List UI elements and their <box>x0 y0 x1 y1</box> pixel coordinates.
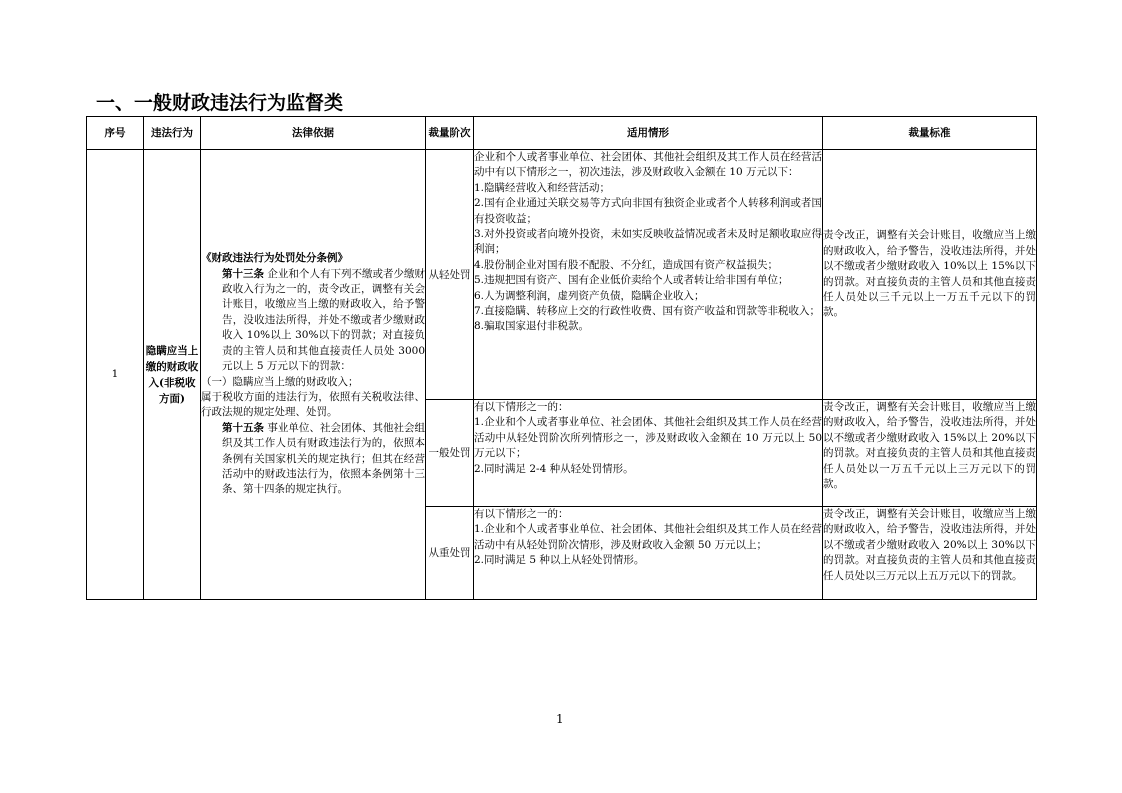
page-number: 1 <box>556 712 564 726</box>
condition-line: 2.国有企业通过关联交易等方式向非国有独资企业或者个人转移利润或者国有投资收益； <box>474 197 822 225</box>
header-violation: 违法行为 <box>144 117 201 150</box>
article-13-text: 企业和个人有下列不缴或者少缴财政收入行为之一的，责令改正，调整有关会计账目，收缴应当上缴的财政收入，给予警告，没收违法所得，并处不缴或者少缴财政收入 10%以上 30%以下的罚款；对直接负责的主管人员和其他直接责任人员处 3000 元以上 5 万元以下的罚款： <box>222 267 426 373</box>
header-level: 裁量阶次 <box>426 117 474 150</box>
standard-heavy: 责令改正，调整有关会计账目，收缴应当上缴的财政收入，给予警告，没收违法所得，并处以不缴或者少缴财政收入 20%以上 30%以下的罚款。对直接负责的主管人员和其他直接责任人员处以三万元以上五万元以下的罚款。 <box>823 507 1037 600</box>
tax-note: 属于税收方面的违法行为，依照有关税收法律、行政法规的规定处理、处罚。 <box>201 390 425 419</box>
table-header-row <box>87 117 1037 150</box>
header-basis: 法律依据 <box>201 117 426 150</box>
condition-line: 1.隐瞒经营收入和经营活动； <box>474 181 611 194</box>
condition-heavy <box>474 507 823 600</box>
regulation-title: 《财政违法行为处罚处分条例》 <box>201 252 348 265</box>
legal-basis-cell <box>201 150 426 600</box>
condition-normal <box>474 400 823 507</box>
condition-line: 8.骗取国家退付非税款。 <box>474 320 590 333</box>
article-13-label: 第十三条 <box>222 267 265 280</box>
article-15-text: 事业单位、社会团体、其他社会组织及其工作人员有财政违法行为的，依照本条例有关国家机关的规定执行；但其在经营活动中的财政违法行为，依照本条例第十三条、第十四条的规定执行。 <box>222 421 426 496</box>
standard-light: 责令改正，调整有关会计账目，收缴应当上缴的财政收入，给予警告，没收违法所得，并处以不缴或者少缴财政收入 10%以上 15%以下的罚款。对直接负责的主管人员和其他直接责任人员处以三千元以上一万五千元以下的罚款。 <box>823 150 1037 400</box>
condition-line: 7.直接隐瞒、转移应上交的行政性收费、国有资产收益和罚款等非税收入； <box>474 305 821 318</box>
level-heavy: 从重处罚 <box>426 507 474 600</box>
condition-line: 1.企业和个人或者事业单位、社会团体、其他社会组织及其工作人员在经营活动中有从轻处罚阶次情形，涉及财政收入金额 50 万元以上； <box>474 523 822 551</box>
row-violation: 隐瞒应当上缴的财政收入(非税收方面) <box>144 150 201 600</box>
table-row <box>87 150 1037 400</box>
header-condition: 适用情形 <box>474 117 823 150</box>
condition-line: 企业和个人或者事业单位、社会团体、其他社会组织及其工作人员在经营活动中有以下情形之一，初次违法，涉及财政收入金额在 10 万元以下： <box>474 151 822 179</box>
article-15 <box>201 421 425 498</box>
article-13-item-1: （一）隐瞒应当上缴的财政收入； <box>201 375 359 388</box>
condition-line: 有以下情形之一的： <box>474 508 569 520</box>
level-light: 从轻处罚 <box>426 150 474 400</box>
condition-line: 有以下情形之一的： <box>474 401 569 413</box>
article-15-label: 第十五条 <box>222 421 265 434</box>
condition-light <box>474 150 823 400</box>
condition-line: 6.人为调整利润，虚列资产负债，隐瞒企业收入； <box>474 289 705 302</box>
header-seq: 序号 <box>87 117 144 150</box>
article-13 <box>201 267 425 375</box>
condition-line: 4.股份制企业对国有股不配股、不分红，造成国有资产权益损失； <box>474 258 779 271</box>
standard-normal: 责令改正，调整有关会计账目，收缴应当上缴的财政收入，给予警告，没收违法所得，并处以不缴或者少缴财政收入 15%以上 20%以下的罚款。对直接负责的主管人员和其他直接责任人员处以一万五千元以上三万元以下的罚款。 <box>823 400 1037 507</box>
discretion-table <box>86 116 1037 600</box>
condition-line: 5.违规把国有资产、国有企业低价卖给个人或者转让给非国有单位； <box>474 274 789 287</box>
condition-line: 2.同时满足 2-4 种从轻处罚情形。 <box>474 462 634 475</box>
level-normal: 一般处罚 <box>426 400 474 507</box>
header-standard: 裁量标准 <box>823 117 1037 150</box>
condition-line: 3.对外投资或者向境外投资，未如实反映收益情况或者未及时足额收取应得利润； <box>474 228 822 256</box>
row-seq: 1 <box>87 150 144 600</box>
condition-line: 2.同时满足 5 种以上从轻处罚情形。 <box>474 554 645 567</box>
condition-line: 1.企业和个人或者事业单位、社会团体、其他社会组织及其工作人员在经营活动中从轻处罚阶次所列情形之一，涉及财政收入金额在 10 万元以上 50 万元以下； <box>474 416 822 460</box>
section-title: 一、一般财政违法行为监督类 <box>96 92 344 114</box>
